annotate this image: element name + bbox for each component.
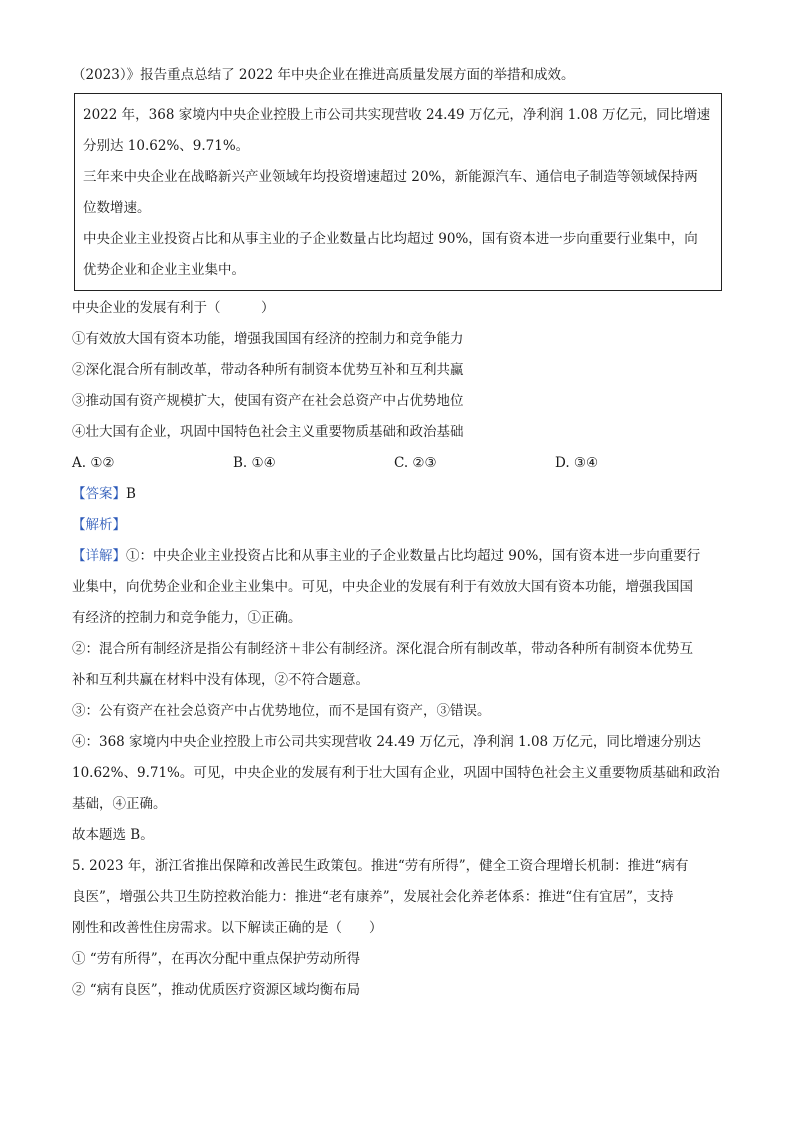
option-c: C. ②③	[394, 455, 437, 471]
analysis-line	[72, 541, 724, 572]
statement-2: ②深化混合所有制改革，带动各种所有制资本优势互补和互利共赢	[72, 362, 464, 378]
intro-line: （2023）》报告重点总结了 2022 年中央企业在推进高质量发展方面的举措和成效。	[72, 67, 575, 83]
analysis-text: ①：中央企业主业投资占比和从事主业的子企业数量占比均超过 90%，国有资本进一步向重要行	[126, 548, 701, 564]
material-line: 三年来中央企业在战略新兴产业领域年均投资增速超过 20%，新能源汽车、通信电子制造等领域保持两	[83, 169, 698, 185]
question-5-line: 5. 2023 年，浙江省推出保障和改善民生政策包。推进“劳有所得”，健全工资合理增长机制：推进“病有	[72, 858, 689, 874]
option-b: B. ①④	[233, 455, 276, 471]
option-a: A. ①②	[72, 455, 115, 471]
analysis-line: ③：公有资产在社会总资产中占优势地位，而不是国有资产，③错误。	[72, 703, 491, 719]
conclusion-line: 故本题选 B。	[72, 827, 154, 843]
analysis-line: 业集中，向优势企业和企业主业集中。可见，中央企业的发展有利于有效放大国有资本功能，增强我国国	[72, 579, 693, 595]
question-5-statement: ① “劳有所得”，在再次分配中重点保护劳动所得	[72, 951, 361, 967]
detail-tag: 【详解】	[72, 548, 126, 564]
document-page	[72, 60, 724, 1006]
question-5-line: 良医”，增强公共卫生防控救治能力：推进“老有康养”，发展社会化养老体系：推进“住有宜居”，支持	[72, 889, 674, 905]
material-box	[74, 93, 722, 291]
answer-tag: 【答案】	[72, 486, 126, 502]
statement-3: ③推动国有资产规模扩大，使国有资产在社会总资产中占优势地位	[72, 393, 464, 409]
analysis-line: 补和互利共赢在材料中没有体现，②不符合题意。	[72, 672, 369, 688]
analysis-tag: 【解析】	[72, 517, 126, 533]
material-line: 中央企业主业投资占比和从事主业的子企业数量占比均超过 90%，国有资本进一步向重要行业集中，向	[83, 231, 698, 247]
material-line: 位数增速。	[83, 200, 151, 216]
statement-4: ④壮大国有企业，巩固中国特色社会主义重要物质基础和政治基础	[72, 424, 464, 440]
material-line: 分别达 10.62%、9.71%。	[83, 138, 250, 154]
analysis-line: 10.62%、9.71%。可见，中央企业的发展有利于壮大国有企业，巩固中国特色社会主义重要物质基础和政治	[72, 765, 720, 781]
analysis-line: 基础，④正确。	[72, 796, 167, 812]
material-line: 优势企业和企业主业集中。	[83, 262, 245, 278]
analysis-line: ②：混合所有制经济是指公有制经济＋非公有制经济。深化混合所有制改革，带动各种所有制资本优势互	[72, 641, 693, 657]
question-stem: 中央企业的发展有利于（ ）	[72, 300, 275, 316]
statement-1: ①有效放大国有资本功能，增强我国国有经济的控制力和竞争能力	[72, 331, 464, 347]
answer-value: B	[126, 486, 136, 502]
question-5-line: 刚性和改善性住房需求。以下解读正确的是（ ）	[72, 920, 383, 936]
analysis-heading	[72, 510, 724, 541]
analysis-line: 有经济的控制力和竞争能力，①正确。	[72, 610, 302, 626]
option-d: D. ③④	[555, 455, 599, 471]
analysis-line: ④：368 家境内中央企业控股上市公司共实现营收 24.49 万亿元，净利润 1.08 万亿元，同比增速分别达	[72, 734, 701, 750]
question-5-statement: ② “病有良医”，推动优质医疗资源区域均衡布局	[72, 982, 361, 998]
answer-options	[72, 448, 724, 479]
answer-line	[72, 479, 724, 510]
material-line: 2022 年，368 家境内中央企业控股上市公司共实现营收 24.49 万亿元，净利润 1.08 万亿元，同比增速	[83, 107, 711, 123]
